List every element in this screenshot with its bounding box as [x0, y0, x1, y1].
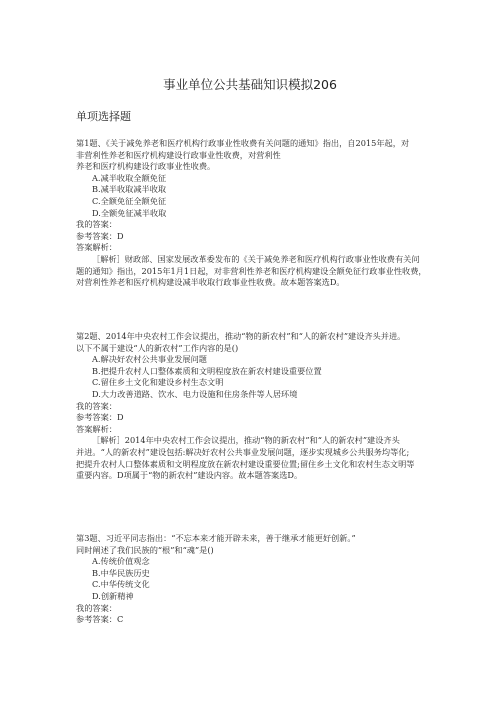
my-answer-label: 我的答案： [76, 400, 117, 411]
question-stem-line: 第3题、习近平同志指出：“不忘本来才能开辟未来，善于继承才能更好创新。” [76, 533, 356, 543]
analysis-line: 对营利性养老和医疗机构建设减半收取行政事业性收费。故本题答案选D。 [76, 277, 345, 288]
section-heading: 单项选择题 [76, 110, 131, 123]
question-stem-line: 同时阐述了我们民族的“根”和“魂”是() [76, 544, 214, 555]
option-b: B.中华民族历史 [92, 567, 150, 578]
option-c: C.中华传统文化 [92, 579, 150, 590]
analysis-label: 答案解析： [76, 423, 117, 434]
option-d: D.全额免征减半收取 [92, 207, 167, 218]
analysis-line: 并进。“人的新农村”建设包括:解决好农村公共事业发展问题，逐步实现城乡公共服务均等化; [76, 446, 410, 457]
question-1 [76, 138, 432, 289]
analysis-line: 把提升农村人口整体素质和文明程度放在新农村建设重要位置;留住乡土文化和农村生态文明等 [76, 458, 415, 469]
question-stem-line: 以下不属于建设“人的新农村”工作内容的是() [76, 342, 239, 353]
option-b: B.把提升农村人口整体素质和文明程度放在新农村建设重要位置 [92, 365, 322, 376]
question-stem-line: 第2题、2014年中央农村工作会议提出，推动“物的新农村”和“人的新农村”建设齐头并进。 [76, 331, 406, 341]
analysis-line: 重要内容。D项属于“物的新农村”建设内容。故本题答案选D。 [76, 470, 303, 481]
analysis-label: 答案解析： [76, 242, 117, 253]
question-2 [76, 331, 432, 482]
analysis-line: ［解析］2014年中央农村工作会议提出，推动“物的新农村”和“人的新农村”建设齐头 [92, 435, 400, 446]
option-d: D.创新精神 [92, 590, 134, 601]
reference-answer: 参考答案：D [76, 230, 124, 241]
reference-answer: 参考答案：D [76, 412, 124, 423]
my-answer-label: 我的答案： [76, 219, 117, 230]
question-stem-line: 非营利性养老和医疗机构建设行政事业性收费，对营利性 [76, 149, 281, 160]
option-a: A.传统价值观念 [92, 556, 150, 567]
option-a: A.减半收取全额免征 [92, 172, 167, 183]
option-c: C.留住乡土文化和建设乡村生态文明 [92, 377, 224, 388]
question-stem-line: 第1题、《关于减免养老和医疗机构行政事业性收费有关问题的通知》指出，自2015年起，对 [76, 138, 410, 148]
option-a: A.解决好农村公共事业发展问题 [92, 354, 207, 365]
analysis-line: ［解析］财政部、国家发展改革委发布的《关于减免养老和医疗机构行政事业性收费有关问 [92, 253, 420, 264]
question-3 [76, 533, 432, 626]
reference-answer: 参考答案：C [76, 614, 124, 625]
question-stem-line: 养老和医疗机构建设行政事业性收费。 [76, 161, 216, 172]
my-answer-label: 我的答案： [76, 602, 117, 613]
option-d: D.大力改善道路、饮水、电力设施和住房条件等人居环境 [92, 388, 298, 399]
option-b: B.减半收取减半收取 [92, 184, 167, 195]
option-c: C.全额免征全额免征 [92, 195, 167, 206]
page-title: 事业单位公共基础知识模拟206 [163, 77, 337, 92]
analysis-line: 题的通知》指出，2015年1月1日起，对非营利性养老和医疗机构建设全额免征行政事业性收费， [76, 265, 427, 276]
